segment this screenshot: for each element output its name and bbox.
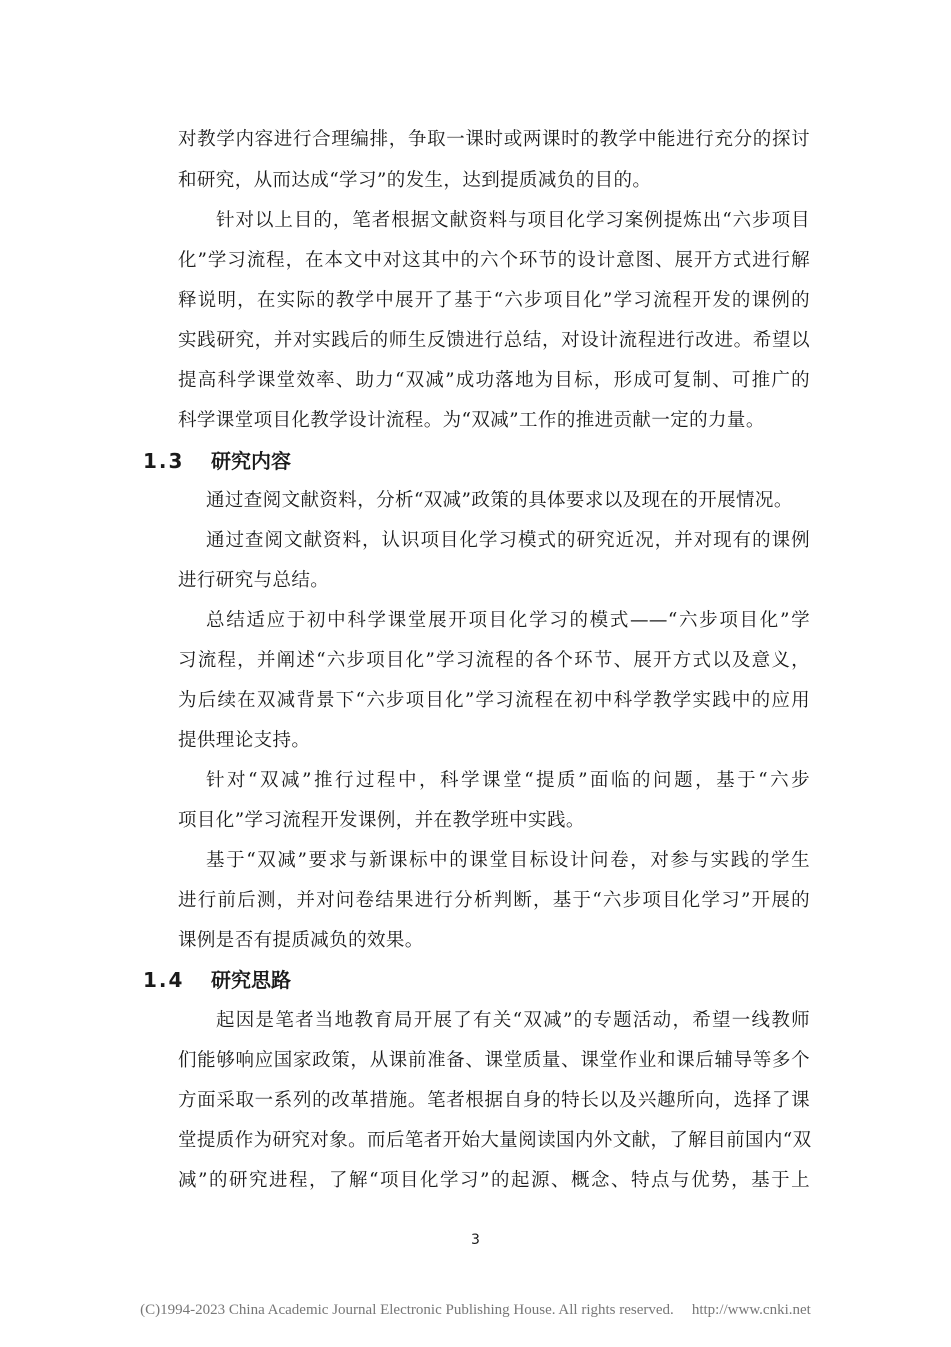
paragraph-line: 总结适应于初中科学课堂展开项目化学习的模式——“六步项目化”学	[206, 610, 810, 631]
copyright-footer	[0, 1300, 951, 1320]
section-heading-1-3	[143, 447, 291, 475]
section-title: 研究内容	[211, 449, 291, 473]
section-heading-1-4	[143, 966, 291, 994]
paragraph-line: 释说明，在实际的教学中展开了基于“六步项目化”学习流程开发的课例的	[178, 290, 810, 311]
paragraph-line: 针对“双减”推行过程中，科学课堂“提质”面临的问题，基于“六步	[206, 770, 810, 791]
paragraph-line: 项目化”学习流程开发课例，并在教学班中实践。	[178, 810, 585, 831]
paragraph-line: 进行前后测，并对问卷结果进行分析判断，基于“六步项目化学习”开展的	[178, 890, 810, 911]
section-title: 研究思路	[211, 968, 291, 992]
section-number: 1.3	[143, 449, 185, 473]
paragraph-line: 起因是笔者当地教育局开展了有关“双减”的专题活动，希望一线教师	[216, 1010, 810, 1031]
paragraph-line: 方面采取一系列的改革措施。笔者根据自身的特长以及兴趣所向，选择了课	[178, 1090, 810, 1111]
paragraph-line: 实践研究，并对实践后的师生反馈进行总结，对设计流程进行改进。希望以	[178, 330, 810, 351]
paragraph-line: 减”的研究进程，了解“项目化学习”的起源、概念、特点与优势，基于上	[178, 1170, 810, 1191]
paragraph-line: 堂提质作为研究对象。而后笔者开始大量阅读国内外文献，了解目前国内“双	[178, 1130, 812, 1151]
paragraph-line: 提供理论支持。	[178, 730, 311, 751]
paragraph-line: 针对以上目的，笔者根据文献资料与项目化学习案例提炼出“六步项目	[216, 210, 810, 231]
paragraph-line: 基于“双减”要求与新课标中的课堂目标设计问卷，对参与实践的学生	[206, 850, 810, 871]
paragraph-line: 通过查阅文献资料，认识项目化学习模式的研究近况，并对现有的课例	[206, 530, 810, 551]
paragraph-line: 化”学习流程，在本文中对这其中的六个环节的设计意图、展开方式进行解	[178, 250, 810, 271]
footer-url: http://www.cnki.net	[691, 1302, 811, 1318]
paragraph-line: 对教学内容进行合理编排，争取一课时或两课时的教学中能进行充分的探讨	[178, 129, 810, 150]
paragraph-line: 科学课堂项目化教学设计流程。为“双减”工作的推进贡献一定的力量。	[178, 410, 765, 431]
paragraph-line: 通过查阅文献资料，分析“双减”政策的具体要求以及现在的开展情况。	[206, 490, 793, 511]
paragraph-line: 习流程，并阐述“六步项目化”学习流程的各个环节、展开方式以及意义，	[178, 650, 810, 671]
page-number: 3	[471, 1232, 480, 1248]
paragraph-line: 提高科学课堂效率、助力“双减”成功落地为目标，形成可复制、可推广的	[178, 370, 810, 391]
paragraph-line: 进行研究与总结。	[178, 570, 330, 591]
paragraph-line: 课例是否有提质减负的效果。	[178, 930, 424, 951]
paragraph-line: 们能够响应国家政策，从课前准备、课堂质量、课堂作业和课后辅导等多个	[178, 1050, 810, 1071]
paragraph-line: 和研究，从而达成“学习”的发生，达到提质减负的目的。	[178, 170, 652, 191]
paragraph-line: 为后续在双减背景下“六步项目化”学习流程在初中科学教学实践中的应用	[178, 690, 810, 711]
section-number: 1.4	[143, 968, 185, 992]
copyright-text: (C)1994-2023 China Academic Journal Electronic Publishing House. All rights reserved.	[140, 1302, 674, 1318]
